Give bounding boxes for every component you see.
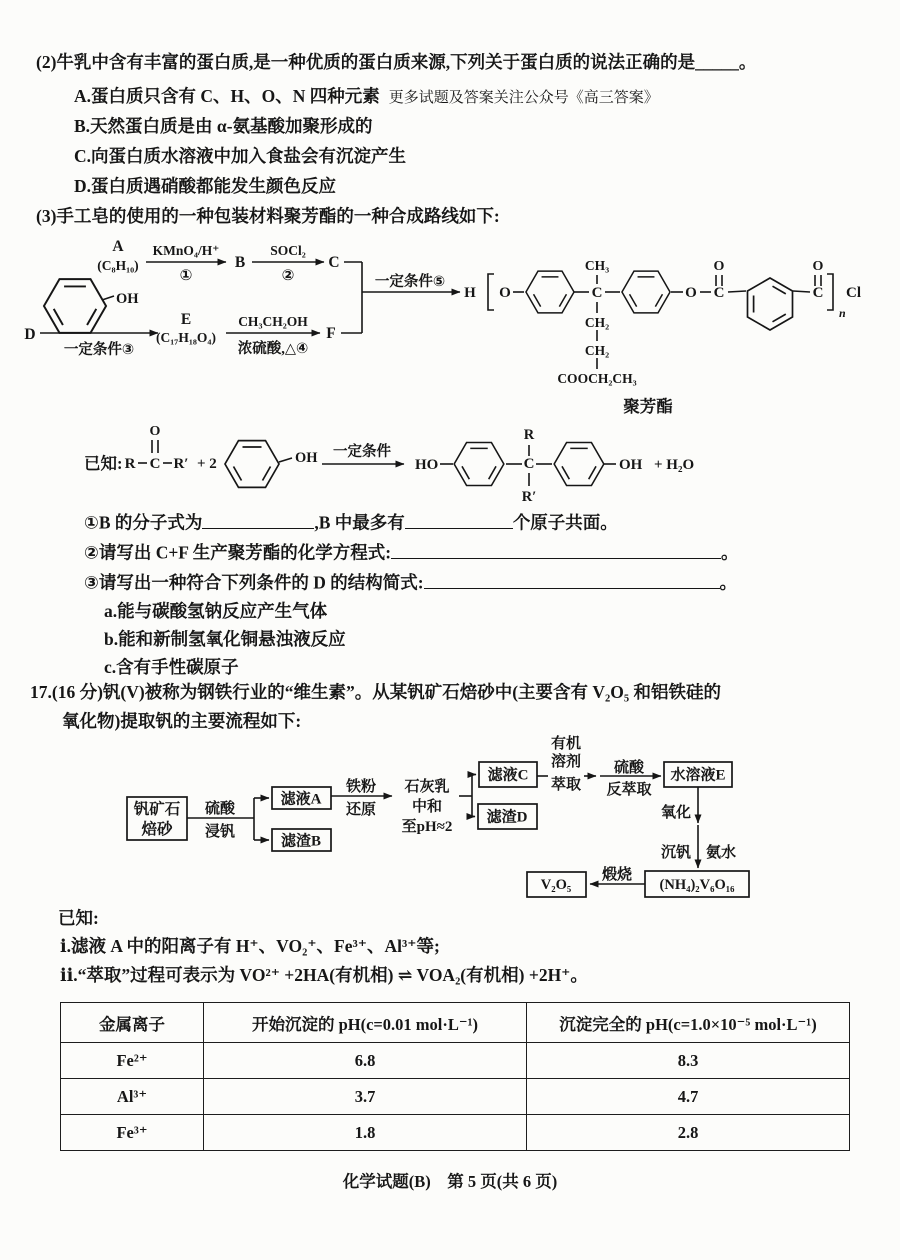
q2-stem: (2)牛乳中含有丰富的蛋白质,是一种优质的蛋白质来源,下列关于蛋白质的说法正确的是_____。 <box>36 52 757 72</box>
flow-lime-label2: 中和 <box>411 799 443 815</box>
q2-option-a-text: A.蛋白质只含有 C、H、O、N 四种元素 <box>74 86 380 106</box>
q3-cond-a: a.能与碳酸氢钠反应产生气体 <box>104 601 328 621</box>
flow-iron-label2: 还原 <box>345 802 377 818</box>
known-reaction-diagram <box>0 420 900 515</box>
phenol-oh-bond <box>102 296 114 300</box>
answer-blank <box>424 570 720 589</box>
route-step1-reagent: KMnO₄/H⁺ <box>152 243 220 258</box>
route-step4-reagent: CH₃CH₂OH <box>238 314 308 329</box>
flow-acid-label1: 硫酸 <box>613 760 645 776</box>
known-r-top: R <box>523 427 535 443</box>
polymer-o-ester: O <box>685 285 697 301</box>
polymer-cl: Cl <box>846 285 861 301</box>
table-row <box>61 1115 850 1151</box>
polymer-c-center: C <box>591 285 603 301</box>
flow-organic-label2: 溶剂 <box>550 754 582 770</box>
q2-option-c: C.向蛋白质水溶液中加入食盐会有沉淀产生 <box>74 146 407 166</box>
benzene-ring <box>554 442 604 485</box>
q3-sub2-part2: 。 <box>721 542 739 563</box>
flow-sulfuric-label2: 浸钒 <box>204 824 236 840</box>
route-c: C <box>328 254 340 271</box>
route-e-formula: (C₁₇H₁₈O₄) <box>156 330 216 345</box>
answer-blank <box>405 510 513 529</box>
q17-known-ii: ⅱ.“萃取”过程可表示为 VO²⁺ +2HA(有机相) ⇌ VOA₂(有机相) +2H⁺。 <box>60 965 588 985</box>
flow-solution-e-label: 水溶液E <box>670 767 726 784</box>
flow-roast-line1: 钒矿石 <box>133 801 181 818</box>
table-header-start-ph: 开始沉淀的 pH(c=0.01 mol·L⁻¹) <box>204 1003 527 1043</box>
benzene-ring <box>454 442 504 485</box>
polymer-c2: C <box>812 285 824 301</box>
q17-stem-line2: 氧化物)提取钒的主要流程如下: <box>62 711 302 731</box>
flow-sulfuric-label1: 硫酸 <box>204 801 236 817</box>
known-water: + H₂O <box>654 457 695 473</box>
known-r: R <box>124 456 136 472</box>
route-f: F <box>326 325 336 342</box>
table-row <box>61 1079 850 1115</box>
polymer-ester-tail: COOCH₂CH₃ <box>557 371 637 386</box>
polymer-bonds <box>488 274 833 369</box>
route-step1-num: ① <box>179 268 193 284</box>
q2-option-d: D.蛋白质遇硝酸都能发生颜色反应 <box>74 176 337 196</box>
table-cell-ion: Fe²⁺ <box>61 1043 204 1079</box>
polymer-ch2-1: CH₂ <box>584 315 610 330</box>
flow-ammonia-label: 氨水 <box>706 845 737 861</box>
flow-acid-label2: 反萃取 <box>606 782 652 798</box>
q17-known-i: ⅰ.滤液 A 中的阳离子有 H⁺、VO₂⁺、Fe³⁺、Al³⁺等; <box>60 936 440 956</box>
flow-lime-label3: 至pH≈2 <box>401 819 453 835</box>
known-oh: OH <box>295 450 318 466</box>
route-step4-cond: 浓硫酸,△④ <box>237 341 309 357</box>
q2-option-b: B.天然蛋白质是由 α-氨基酸加聚形成的 <box>74 116 373 136</box>
table-header-full-ph: 沉淀完全的 pH(c=1.0×10⁻⁵ mol·L⁻¹) <box>527 1003 850 1043</box>
flow-filtrate-a-label: 滤液A <box>280 791 322 808</box>
route-step2-reagent: SOCl₂ <box>270 243 306 258</box>
route-step3-cond: 一定条件③ <box>63 342 135 358</box>
q3-sub3 <box>84 570 737 594</box>
synthesis-route-diagram <box>0 224 900 416</box>
q17-stem-line1: 17.(16 分)钒(V)被称为钢铁行业的“维生素”。从某钒矿石焙砂中(主要含有 V₂O₅ 和铝铁硅的 <box>30 682 722 702</box>
route-a-formula: (C₈H₁₀) <box>97 258 139 273</box>
known-r-prime: R′ <box>173 456 189 472</box>
flow-roast-line2: 焙砂 <box>141 821 173 838</box>
phenol-oh-label: OH <box>116 291 139 307</box>
q2-option-a <box>74 86 659 108</box>
polymer-o-left: O <box>499 285 511 301</box>
table-row <box>61 1043 850 1079</box>
benzene-ring <box>225 441 279 488</box>
q3-sub3-part1: ③请写出一种符合下列条件的 D 的结构简式: <box>84 572 424 593</box>
vanadium-flowchart <box>0 733 900 905</box>
answer-blank <box>391 540 721 559</box>
known-label: 已知: <box>84 454 123 473</box>
known-ho: HO <box>415 457 439 473</box>
table-cell-ion: Al³⁺ <box>61 1079 204 1115</box>
known-o: O <box>149 424 161 439</box>
table-cell: 1.8 <box>204 1115 527 1151</box>
benzene-ring <box>526 271 574 313</box>
q3-sub1-part2: ,B 中最多有 <box>314 512 405 533</box>
route-d: D <box>24 326 36 343</box>
flow-filtrate-c-label: 滤液C <box>487 767 529 784</box>
table-cell: 6.8 <box>204 1043 527 1079</box>
flow-iron-label1: 铁粉 <box>345 779 377 795</box>
known-r-prime-bottom: R′ <box>521 489 537 505</box>
flow-oxidize-label: 氧化 <box>660 805 691 821</box>
polymer-ch3: CH₃ <box>584 258 610 273</box>
q3-sub1-part3: 个原子共面。 <box>512 512 618 533</box>
route-e: E <box>180 311 192 328</box>
q17-known-label: 已知: <box>58 908 99 928</box>
benzene-ring <box>44 279 106 333</box>
q3-stem: (3)手工皂的使用的一种包装材料聚芳酯的一种合成路线如下: <box>36 206 500 226</box>
table-header-row <box>61 1003 850 1043</box>
polymer-c1: C <box>713 285 725 301</box>
flow-calcine-label: 煅烧 <box>601 867 633 883</box>
q2-option-a-note: 更多试题及答案关注公众号《高三答案》 <box>388 90 659 106</box>
polymer-ch2-2: CH₂ <box>584 343 610 358</box>
known-cond: 一定条件 <box>333 444 391 460</box>
table-header-ion: 金属离子 <box>61 1003 204 1043</box>
flow-ammonium-label: (NH₄)₂V₆O₁₆ <box>659 877 735 893</box>
flow-precip-label: 沉钒 <box>660 845 691 861</box>
flow-organic-label1: 有机 <box>550 736 582 752</box>
polymer-h: H <box>464 285 476 301</box>
q3-sub1 <box>84 510 618 534</box>
route-b: B <box>234 254 246 271</box>
q3-sub2-part1: ②请写出 C+F 生产聚芳酯的化学方程式: <box>84 542 392 563</box>
polymer-n-subscript: n <box>839 306 846 320</box>
flow-organic-label3: 萃取 <box>550 777 582 793</box>
q3-cond-c: c.含有手性碳原子 <box>104 657 239 677</box>
q3-cond-b: b.能和新制氢氧化铜悬浊液反应 <box>104 629 346 649</box>
benzene-ring <box>622 271 670 313</box>
route-a: A <box>112 238 124 255</box>
route-step2-num: ② <box>281 268 295 284</box>
table-cell: 4.7 <box>527 1079 850 1115</box>
table-cell: 8.3 <box>527 1043 850 1079</box>
polymer-name: 聚芳酯 <box>623 397 673 416</box>
polymer-o-dbl1: O <box>713 259 725 274</box>
q3-sub2 <box>84 540 739 564</box>
table-cell: 2.8 <box>527 1115 850 1151</box>
route-step5-cond: 一定条件⑤ <box>374 274 446 290</box>
flow-residue-b-label: 滤渣B <box>280 833 322 850</box>
known-c: C <box>149 456 161 472</box>
answer-blank <box>202 510 314 529</box>
known-c-mid: C <box>523 456 535 472</box>
page-footer: 化学试题(B) 第 5 页(共 6 页) <box>342 1172 558 1191</box>
ph-table <box>60 1002 850 1151</box>
benzene-ring-meta <box>748 278 793 330</box>
flow-lime-label1: 石灰乳 <box>404 779 450 795</box>
known-oh2: OH <box>619 457 643 473</box>
known-plus2: + 2 <box>197 456 217 472</box>
polymer-o-dbl2: O <box>812 259 824 274</box>
q3-sub1-part1: ①B 的分子式为 <box>84 512 203 533</box>
table-cell: 3.7 <box>204 1079 527 1115</box>
q3-sub3-part2: 。 <box>719 572 738 593</box>
flow-v2o5-label: V₂O₅ <box>540 877 572 893</box>
flow-residue-d-label: 滤渣D <box>486 809 528 826</box>
table-cell-ion: Fe³⁺ <box>61 1115 204 1151</box>
